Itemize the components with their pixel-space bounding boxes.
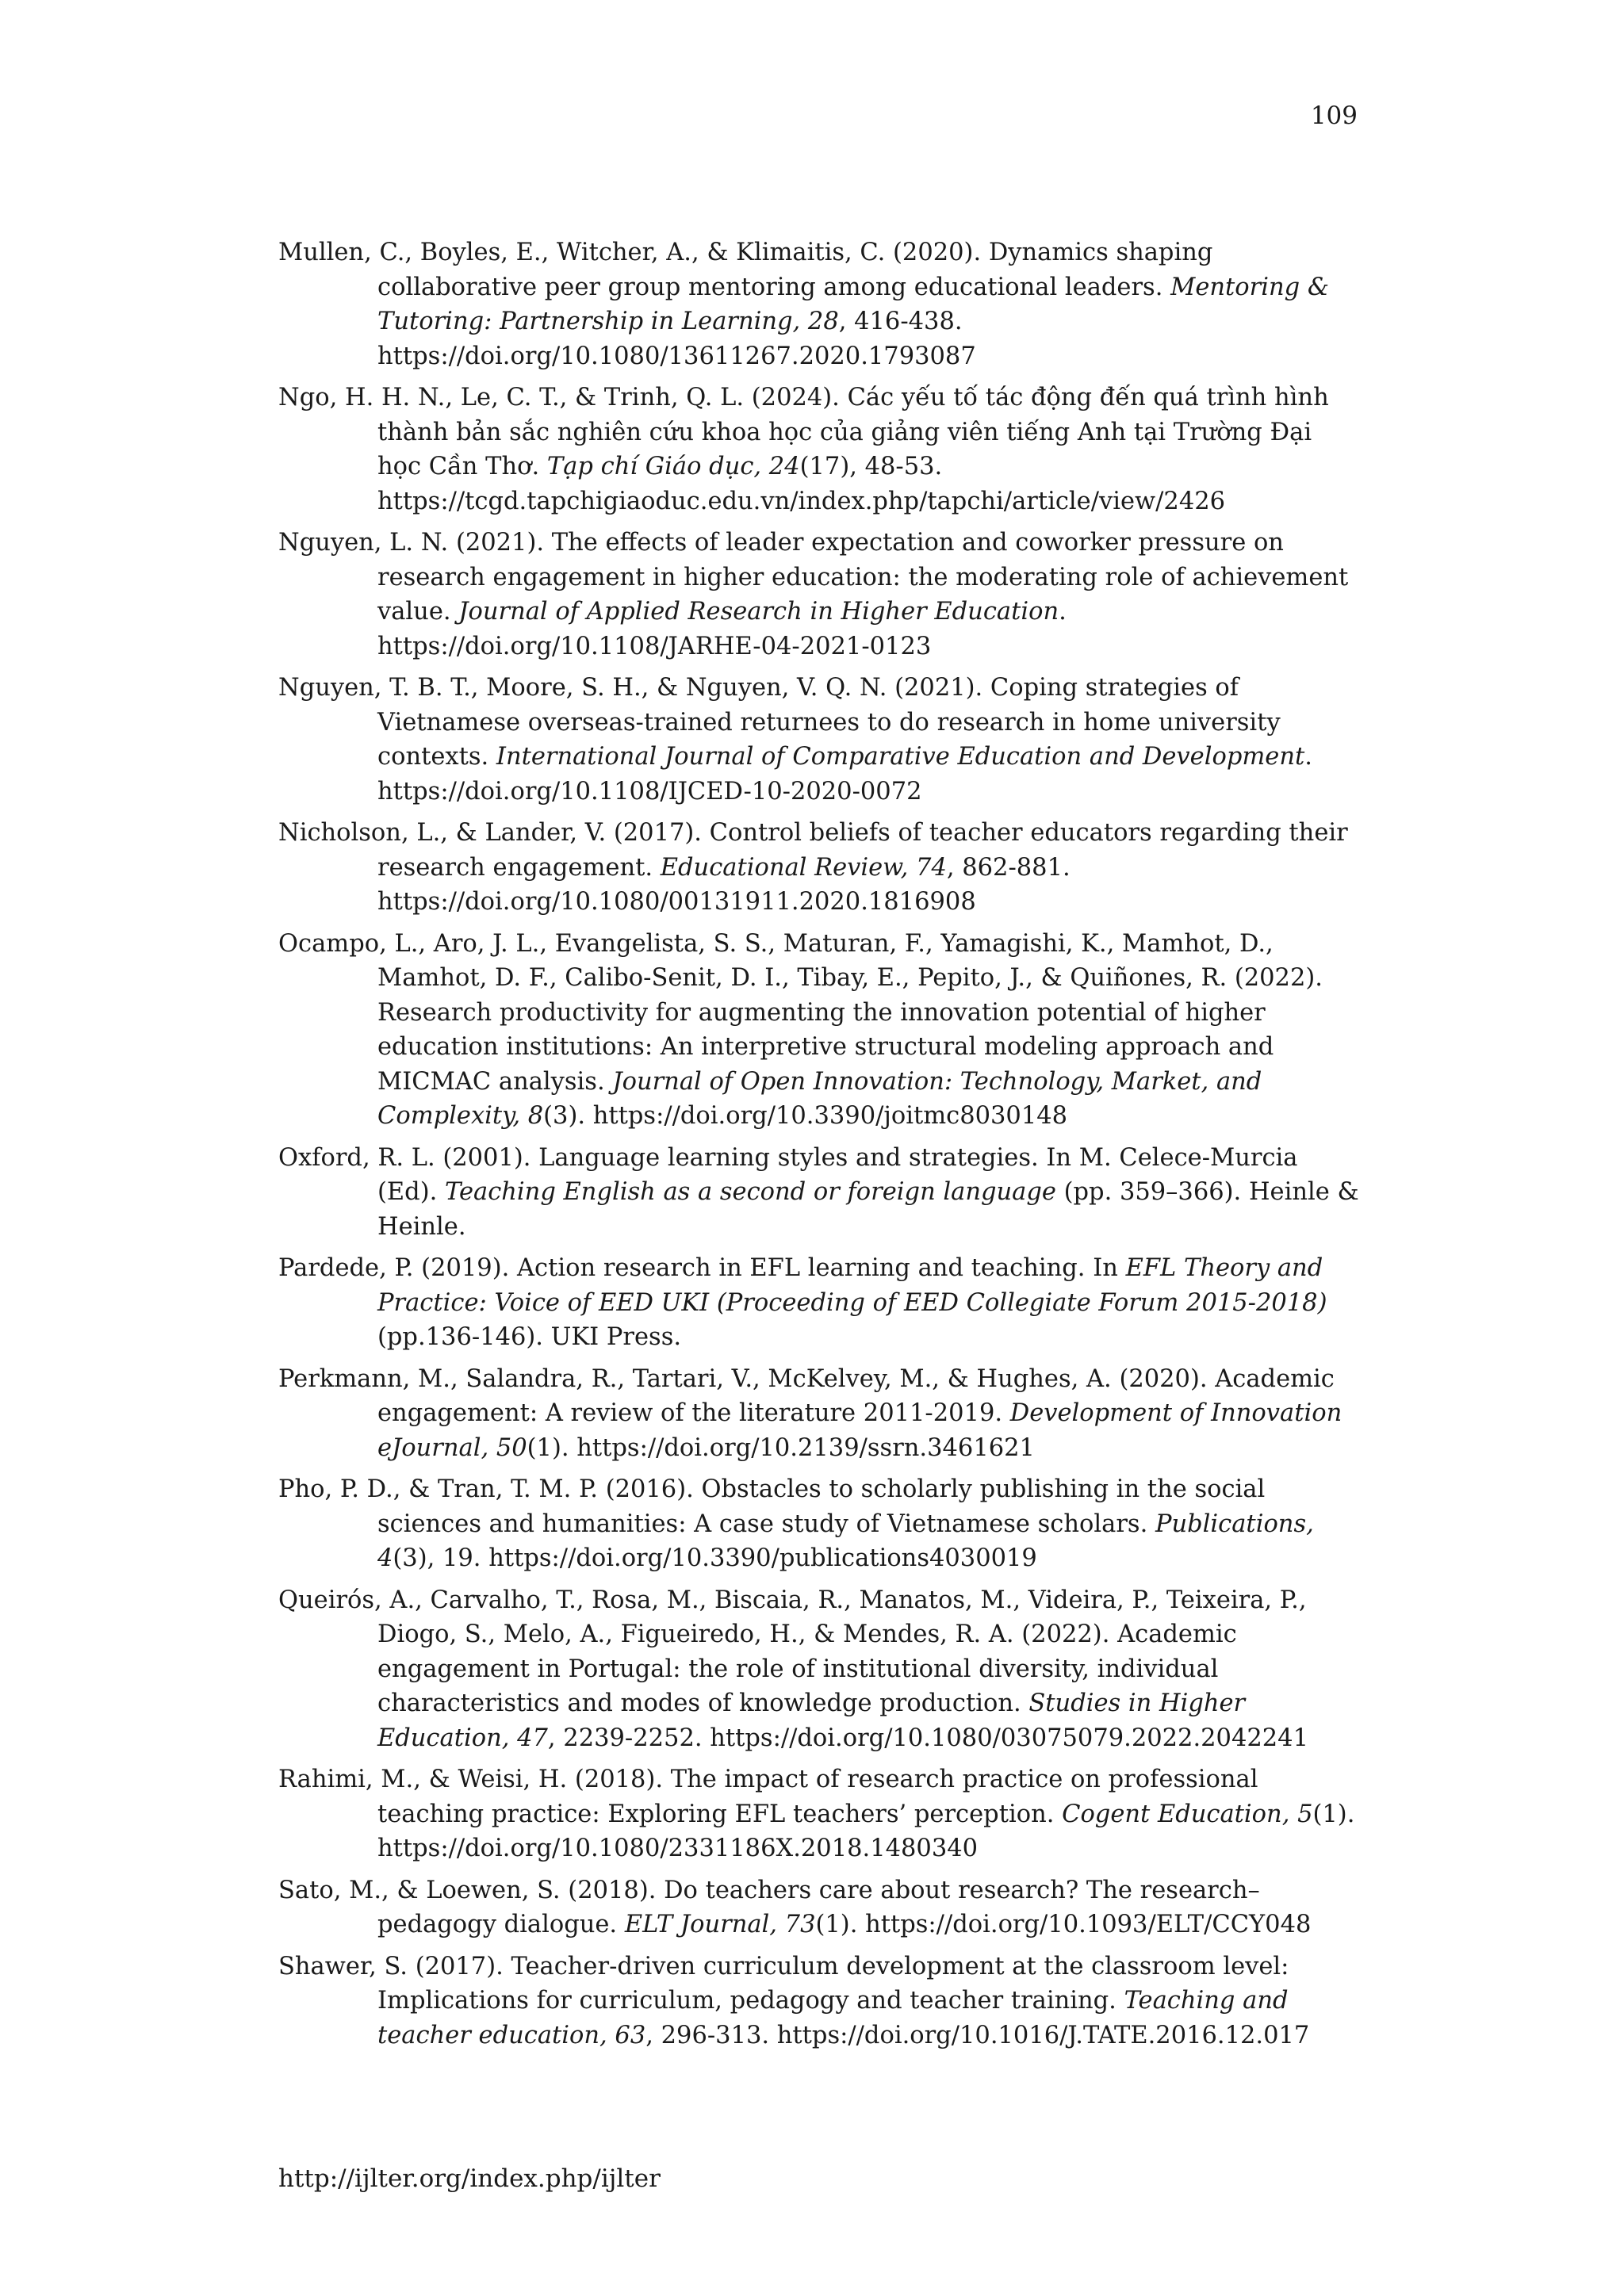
reference-text: Ocampo, L., Aro, J. L., Evangelista, S. S., Maturan, F., Yamagishi, K., Mamhot, D., Mamhot, D. F., Calibo-Senit, D. I., Tibay, E., Pepito, J., & Quiñones, R. (2022). Research productivity for augmenting the innovation potential of higher education institutions: An interpretive structural modeling approach and MICMAC analysis. — [278, 929, 1323, 1096]
reference-text: Shawer, S. (2017). Teacher-driven curriculum development at the classroom level: Implications for curriculum, pedagogy and teacher training. — [278, 1952, 1289, 2015]
reference-text-tail: (17), 48-53. https://tcgd.tapchigiaoduc.edu.vn/index.php/tapchi/article/view/2426 — [377, 453, 1226, 515]
reference-text-tail: (3). https://doi.org/10.3390/joitmc8030148 — [543, 1102, 1068, 1130]
reference-text: Sato, M., & Loewen, S. (2018). Do teachers care about research? The research–pedagogy dialogue. — [278, 1876, 1260, 1938]
reference-text: Rahimi, M., & Weisi, H. (2018). The impact of research practice on professional teaching practice: Exploring EFL teachers’ perception. — [278, 1766, 1258, 1828]
reference-source-italic: Studies in Higher Education, 47 — [377, 1689, 1246, 1752]
reference-text: Queirós, A., Carvalho, T., Rosa, M., Biscaia, R., Manatos, M., Videira, P., Teixeira, P., Diogo, S., Melo, A., Figueiredo, H., & Mendes, R. A. (2022). Academic engagement in Portugal: the role of institutional diversity, individual characteristics and modes of knowledge production. — [278, 1586, 1307, 1717]
reference-entry — [278, 927, 1362, 1134]
reference-source-italic: Cogent Education, 5 — [1062, 1800, 1313, 1828]
reference-text-tail: (1). https://doi.org/10.2139/ssrn.3461621 — [527, 1433, 1035, 1462]
reference-entry — [278, 235, 1362, 373]
reference-text: Nguyen, T. B. T., Moore, S. H., & Nguyen, V. Q. N. (2021). Coping strategies of Vietnamese overseas-trained returnees to do research in home university contexts. — [278, 674, 1281, 771]
reference-source-italic: Teaching and teacher education, 63 — [377, 1987, 1289, 2049]
reference-entry — [278, 816, 1362, 920]
reference-text-tail: (1). https://doi.org/10.1080/2331186X.2018.1480340 — [377, 1800, 1355, 1862]
reference-entry — [278, 1873, 1362, 1942]
reference-text: Mullen, C., Boyles, E., Witcher, A., & Klimaitis, C. (2020). Dynamics shaping collaborative peer group mentoring among educational leaders. — [278, 239, 1213, 301]
reference-entry — [278, 381, 1362, 519]
reference-text-tail: , 296-313. https://doi.org/10.1016/J.TATE.2016.12.017 — [645, 2021, 1310, 2049]
reference-source-italic: Journal of Open Innovation: Technology, Market, and Complexity, 8 — [377, 1067, 1262, 1130]
reference-text: Ngo, H. H. N., Le, C. T., & Trinh, Q. L. (2024). Các yếu tố tác động đến quá trình hình thành bản sắc nghiên cứu khoa học của giảng viên tiếng Anh tại Trường Đại học Cần Thơ. — [278, 384, 1329, 480]
reference-source-italic: Teaching English as a second or foreign language — [444, 1178, 1056, 1206]
reference-source-italic: EFL Theory and Practice: Voice of EED UKI (Proceeding of EED Collegiate Forum 2015-2018) — [377, 1254, 1327, 1317]
reference-source-italic: Development of Innovation eJournal, 50 — [377, 1399, 1342, 1462]
reference-text-tail: (pp. 359–366). Heinle & Heinle. — [377, 1178, 1359, 1241]
reference-entry — [278, 526, 1362, 664]
reference-entry — [278, 1251, 1362, 1355]
reference-entry — [278, 1950, 1362, 2053]
reference-entry — [278, 1762, 1362, 1866]
reference-source-italic: ELT Journal, 73 — [624, 1911, 816, 1938]
footer-url: http://ijlter.org/index.php/ijlter — [278, 2164, 661, 2193]
reference-source-italic: Tạp chí Giáo dục, 24 — [546, 453, 800, 480]
reference-entry — [278, 671, 1362, 809]
reference-source-italic: Publications, 4 — [377, 1510, 1314, 1572]
reference-text-tail: (1). https://doi.org/10.1093/ELT/CCY048 — [815, 1911, 1312, 1938]
reference-entry — [278, 1141, 1362, 1245]
reference-text-tail: (3), 19. https://doi.org/10.3390/publications4030019 — [393, 1544, 1037, 1572]
reference-text: Perkmann, M., Salandra, R., Tartari, V., McKelvey, M., & Hughes, A. (2020). Academic engagement: A review of the literature 2011-2019. — [278, 1364, 1335, 1427]
reference-list — [278, 235, 1362, 2060]
reference-text: Pardede, P. (2019). Action research in EFL learning and teaching. In — [278, 1254, 1126, 1282]
reference-source-italic: Mentoring & Tutoring: Partnership in Learning, 28 — [377, 273, 1329, 335]
reference-text-tail: . https://doi.org/10.1108/JARHE-04-2021-0123 — [377, 598, 1067, 660]
page-number: 109 — [1310, 101, 1358, 130]
reference-text-tail: . https://doi.org/10.1108/IJCED-10-2020-0072 — [377, 743, 1312, 806]
reference-text-tail: , 2239-2252. https://doi.org/10.1080/03075079.2022.2042241 — [547, 1724, 1308, 1752]
reference-entry — [278, 1583, 1362, 1756]
reference-text: Oxford, R. L. (2001). Language learning styles and strategies. In M. Celece-Murcia (Ed). — [278, 1143, 1298, 1206]
reference-text-tail: , 862-881. https://doi.org/10.1080/00131911.2020.1816908 — [377, 853, 1071, 916]
reference-text: Nicholson, L., & Lander, V. (2017). Control beliefs of teacher educators regarding their research engagement. — [278, 819, 1348, 882]
reference-text: Pho, P. D., & Tran, T. M. P. (2016). Obstacles to scholarly publishing in the social sciences and humanities: A case study of Vietnamese scholars. — [278, 1475, 1266, 1538]
reference-text-tail: , 416-438. https://doi.org/10.1080/13611267.2020.1793087 — [377, 308, 976, 370]
reference-source-italic: Journal of Applied Research in Higher Education — [458, 598, 1059, 626]
reference-entry — [278, 1472, 1362, 1576]
reference-text-tail: (pp.136-146). UKI Press. — [377, 1323, 682, 1351]
reference-source-italic: International Journal of Comparative Education and Development — [496, 743, 1305, 771]
reference-text: Nguyen, L. N. (2021). The effects of leader expectation and coworker pressure on research engagement in higher education: the moderating role of achievement value. — [278, 529, 1349, 626]
reference-source-italic: Educational Review, 74 — [660, 853, 947, 882]
reference-entry — [278, 1362, 1362, 1466]
